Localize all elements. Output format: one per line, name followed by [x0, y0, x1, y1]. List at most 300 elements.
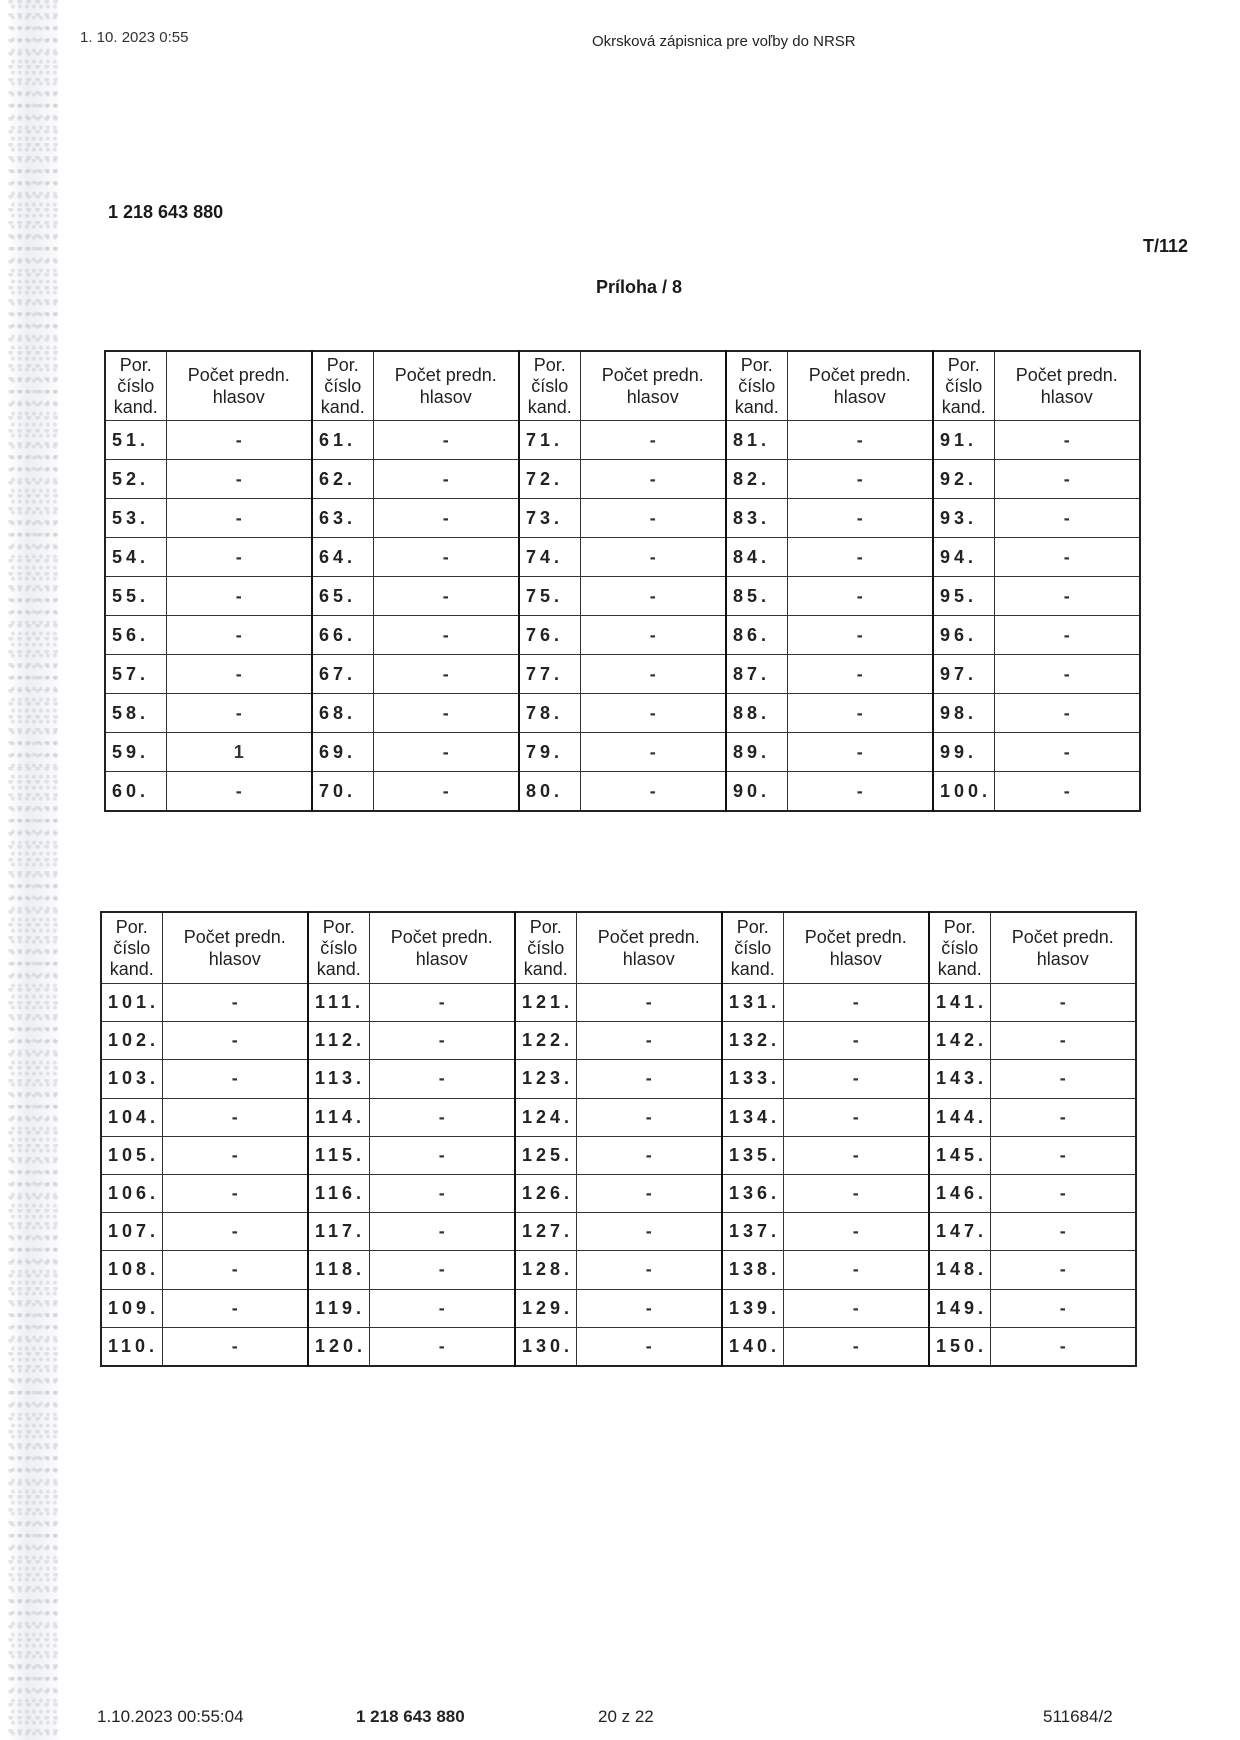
preferential-votes: - — [990, 984, 1136, 1022]
candidate-number: 146. — [929, 1174, 990, 1212]
candidate-number: 150. — [929, 1327, 990, 1366]
table-row — [101, 1289, 1136, 1327]
header-line: Por. — [533, 354, 566, 375]
candidate-number: 133. — [722, 1060, 783, 1098]
preferential-votes: - — [580, 538, 726, 577]
preferential-votes: - — [373, 421, 519, 460]
candidate-number: 121. — [515, 984, 576, 1022]
header-line: hlasov — [626, 387, 679, 407]
preferential-votes: - — [994, 499, 1140, 538]
preferential-votes: - — [580, 421, 726, 460]
document-id: 1 218 643 880 — [108, 202, 224, 222]
candidate-number: 78. — [519, 694, 580, 733]
preferential-votes: - — [576, 1136, 722, 1174]
candidate-number: 86. — [726, 616, 787, 655]
preferential-votes-header — [990, 912, 1136, 984]
preferential-votes: - — [994, 616, 1140, 655]
preferential-votes: - — [783, 1327, 929, 1366]
header-line: číslo — [945, 375, 983, 396]
candidate-number: 55. — [105, 577, 166, 616]
header-line: kand. — [523, 958, 568, 979]
candidate-number: 59. — [105, 733, 166, 772]
preferential-votes: - — [373, 499, 519, 538]
header-line: hlasov — [419, 387, 472, 407]
candidate-number: 135. — [722, 1136, 783, 1174]
table-row — [105, 460, 1140, 499]
preferential-votes: - — [576, 1174, 722, 1212]
preferential-votes-header — [783, 912, 929, 984]
candidate-number: 100. — [933, 772, 994, 812]
table-row — [101, 1060, 1136, 1098]
preferential-votes: - — [787, 421, 933, 460]
preferential-votes: - — [576, 1289, 722, 1327]
preferential-votes: - — [373, 616, 519, 655]
header-line: kand. — [730, 958, 775, 979]
candidate-number: 140. — [722, 1327, 783, 1366]
votes-table-51-100 — [104, 350, 1141, 812]
candidate-number: 52. — [105, 460, 166, 499]
candidate-number: 92. — [933, 460, 994, 499]
candidate-number: 93. — [933, 499, 994, 538]
preferential-votes: - — [162, 1098, 308, 1136]
candidate-number: 147. — [929, 1213, 990, 1251]
table-row — [105, 733, 1140, 772]
candidate-number-header — [726, 351, 787, 421]
header-line: Počet predn. — [187, 365, 290, 385]
header-row — [101, 912, 1136, 984]
candidate-number: 105. — [101, 1136, 162, 1174]
candidate-number: 128. — [515, 1251, 576, 1289]
header-line: kand. — [734, 396, 779, 417]
header-line: hlasov — [1036, 949, 1089, 969]
candidate-number: 111. — [308, 984, 369, 1022]
header-line: Počet predn. — [1015, 365, 1118, 385]
table-row — [105, 421, 1140, 460]
header-line: číslo — [527, 937, 565, 958]
preferential-votes-header — [166, 351, 312, 421]
preferential-votes: - — [576, 1022, 722, 1060]
preferential-votes: - — [162, 1327, 308, 1366]
preferential-votes: - — [576, 1098, 722, 1136]
preferential-votes: - — [580, 616, 726, 655]
preferential-votes: - — [783, 1060, 929, 1098]
preferential-votes: - — [373, 733, 519, 772]
candidate-number: 103. — [101, 1060, 162, 1098]
candidate-number: 106. — [101, 1174, 162, 1212]
candidate-number: 91. — [933, 421, 994, 460]
table-row — [101, 1022, 1136, 1060]
header-line: kand. — [109, 958, 154, 979]
candidate-number: 60. — [105, 772, 166, 812]
candidate-number: 142. — [929, 1022, 990, 1060]
candidate-number: 115. — [308, 1136, 369, 1174]
preferential-votes: - — [994, 538, 1140, 577]
candidate-number: 88. — [726, 694, 787, 733]
header-row — [105, 351, 1140, 421]
preferential-votes: - — [369, 984, 515, 1022]
preferential-votes: - — [990, 1136, 1136, 1174]
header-line: Počet predn. — [804, 927, 907, 947]
candidate-number: 77. — [519, 655, 580, 694]
preferential-votes: - — [783, 1174, 929, 1212]
candidate-number-header — [515, 912, 576, 984]
preferential-votes: - — [166, 577, 312, 616]
candidate-number: 76. — [519, 616, 580, 655]
preferential-votes: - — [369, 1289, 515, 1327]
preferential-votes-header — [576, 912, 722, 984]
header-line: hlasov — [208, 949, 261, 969]
preferential-votes: - — [580, 772, 726, 812]
preferential-votes: - — [783, 1213, 929, 1251]
preferential-votes: - — [373, 772, 519, 812]
candidate-number: 117. — [308, 1213, 369, 1251]
preferential-votes: - — [369, 1060, 515, 1098]
candidate-number-header — [929, 912, 990, 984]
preferential-votes: - — [990, 1174, 1136, 1212]
preferential-votes: - — [787, 577, 933, 616]
header-line: Por. — [736, 916, 769, 937]
header-line: číslo — [320, 937, 358, 958]
annex-title: Príloha / 8 — [596, 277, 683, 297]
header-datetime: 1. 10. 2023 0:55 — [80, 29, 189, 46]
header-line: číslo — [738, 375, 776, 396]
candidate-number: 127. — [515, 1213, 576, 1251]
candidate-number: 54. — [105, 538, 166, 577]
preferential-votes: - — [994, 772, 1140, 812]
candidate-number: 112. — [308, 1022, 369, 1060]
preferential-votes-header — [580, 351, 726, 421]
preferential-votes: - — [994, 655, 1140, 694]
header-line: Por. — [740, 354, 773, 375]
preferential-votes-header — [787, 351, 933, 421]
candidate-number: 136. — [722, 1174, 783, 1212]
candidate-number: 68. — [312, 694, 373, 733]
candidate-number: 75. — [519, 577, 580, 616]
candidate-number: 69. — [312, 733, 373, 772]
candidate-number-header — [312, 351, 373, 421]
preferential-votes-header — [162, 912, 308, 984]
candidate-number: 99. — [933, 733, 994, 772]
preferential-votes: - — [162, 1022, 308, 1060]
preferential-votes: - — [994, 421, 1140, 460]
preferential-votes: - — [166, 538, 312, 577]
header-line: hlasov — [1040, 387, 1093, 407]
preferential-votes: - — [162, 1136, 308, 1174]
header-line: Por. — [947, 354, 980, 375]
header-line: Por. — [529, 916, 562, 937]
candidate-number: 101. — [101, 984, 162, 1022]
candidate-number: 102. — [101, 1022, 162, 1060]
table-row — [105, 538, 1140, 577]
preferential-votes: - — [580, 577, 726, 616]
footer-timestamp: 1.10.2023 00:55:04 — [97, 1707, 244, 1726]
preferential-votes: - — [576, 1327, 722, 1366]
preferential-votes: - — [369, 1022, 515, 1060]
candidate-number: 71. — [519, 421, 580, 460]
candidate-number: 94. — [933, 538, 994, 577]
document-code: T/112 — [1143, 236, 1189, 256]
preferential-votes: - — [369, 1327, 515, 1366]
candidate-number: 85. — [726, 577, 787, 616]
preferential-votes: - — [994, 694, 1140, 733]
header-line: hlasov — [833, 387, 886, 407]
preferential-votes: - — [369, 1213, 515, 1251]
candidate-number: 145. — [929, 1136, 990, 1174]
votes-table-101-150 — [100, 911, 1137, 1367]
header-line: kand. — [320, 396, 365, 417]
candidate-number: 56. — [105, 616, 166, 655]
scan-edge-artifact — [8, 0, 58, 1740]
preferential-votes-header — [994, 351, 1140, 421]
table-row — [105, 655, 1140, 694]
table-row — [101, 1174, 1136, 1212]
table-row — [101, 984, 1136, 1022]
preferential-votes: - — [162, 1060, 308, 1098]
header-line: Por. — [322, 916, 355, 937]
preferential-votes-header — [369, 912, 515, 984]
preferential-votes: - — [783, 984, 929, 1022]
header-line: číslo — [117, 375, 155, 396]
header-line: Por. — [119, 354, 152, 375]
preferential-votes: - — [990, 1098, 1136, 1136]
preferential-votes: 1 — [166, 733, 312, 772]
preferential-votes: - — [576, 1251, 722, 1289]
preferential-votes: - — [787, 655, 933, 694]
preferential-votes: - — [166, 772, 312, 812]
candidate-number: 139. — [722, 1289, 783, 1327]
candidate-number: 67. — [312, 655, 373, 694]
preferential-votes: - — [369, 1136, 515, 1174]
header-line: kand. — [941, 396, 986, 417]
header-line: Počet predn. — [1011, 927, 1114, 947]
preferential-votes: - — [990, 1289, 1136, 1327]
table-row — [101, 1251, 1136, 1289]
candidate-number: 79. — [519, 733, 580, 772]
preferential-votes: - — [994, 577, 1140, 616]
header-line: Por. — [115, 916, 148, 937]
preferential-votes: - — [162, 1174, 308, 1212]
preferential-votes: - — [787, 772, 933, 812]
candidate-number: 66. — [312, 616, 373, 655]
preferential-votes: - — [373, 655, 519, 694]
header-line: Por. — [943, 916, 976, 937]
candidate-number: 51. — [105, 421, 166, 460]
preferential-votes: - — [990, 1327, 1136, 1366]
header-line: číslo — [941, 937, 979, 958]
candidate-number: 73. — [519, 499, 580, 538]
candidate-number: 97. — [933, 655, 994, 694]
candidate-number: 95. — [933, 577, 994, 616]
header-line: Počet predn. — [390, 927, 493, 947]
preferential-votes: - — [580, 460, 726, 499]
preferential-votes: - — [369, 1098, 515, 1136]
candidate-number: 120. — [308, 1327, 369, 1366]
candidate-number: 98. — [933, 694, 994, 733]
candidate-number: 80. — [519, 772, 580, 812]
header-line: Počet predn. — [601, 365, 704, 385]
candidate-number: 110. — [101, 1327, 162, 1366]
candidate-number: 53. — [105, 499, 166, 538]
preferential-votes: - — [787, 694, 933, 733]
table-row — [101, 1327, 1136, 1366]
candidate-number: 74. — [519, 538, 580, 577]
preferential-votes: - — [787, 538, 933, 577]
candidate-number: 134. — [722, 1098, 783, 1136]
preferential-votes: - — [369, 1251, 515, 1289]
preferential-votes: - — [990, 1213, 1136, 1251]
candidate-number: 81. — [726, 421, 787, 460]
preferential-votes: - — [166, 616, 312, 655]
preferential-votes: - — [994, 460, 1140, 499]
header-line: číslo — [324, 375, 362, 396]
candidate-number: 149. — [929, 1289, 990, 1327]
page-footer — [0, 1700, 1240, 1726]
preferential-votes: - — [783, 1289, 929, 1327]
candidate-number: 143. — [929, 1060, 990, 1098]
preferential-votes: - — [990, 1060, 1136, 1098]
preferential-votes: - — [373, 694, 519, 733]
preferential-votes: - — [783, 1098, 929, 1136]
candidate-number: 122. — [515, 1022, 576, 1060]
preferential-votes: - — [166, 460, 312, 499]
preferential-votes: - — [990, 1022, 1136, 1060]
header-line: číslo — [734, 937, 772, 958]
preferential-votes: - — [373, 538, 519, 577]
preferential-votes: - — [166, 421, 312, 460]
candidate-number: 132. — [722, 1022, 783, 1060]
header-line: kand. — [316, 958, 361, 979]
candidate-number-header — [519, 351, 580, 421]
candidate-number: 62. — [312, 460, 373, 499]
preferential-votes: - — [787, 733, 933, 772]
preferential-votes: - — [787, 460, 933, 499]
candidate-number: 118. — [308, 1251, 369, 1289]
header-line: kand. — [113, 396, 158, 417]
candidate-number: 130. — [515, 1327, 576, 1366]
candidate-number: 114. — [308, 1098, 369, 1136]
header-line: Počet predn. — [183, 927, 286, 947]
header-line: hlasov — [212, 387, 265, 407]
candidate-number: 144. — [929, 1098, 990, 1136]
header-line: kand. — [527, 396, 572, 417]
preferential-votes: - — [783, 1251, 929, 1289]
candidate-number: 61. — [312, 421, 373, 460]
candidate-number: 82. — [726, 460, 787, 499]
candidate-number: 87. — [726, 655, 787, 694]
preferential-votes: - — [162, 1289, 308, 1327]
preferential-votes: - — [580, 694, 726, 733]
preferential-votes: - — [580, 655, 726, 694]
table-row — [105, 772, 1140, 812]
candidate-number: 90. — [726, 772, 787, 812]
candidate-number: 113. — [308, 1060, 369, 1098]
candidate-number: 72. — [519, 460, 580, 499]
header-line: kand. — [937, 958, 982, 979]
candidate-number-header — [933, 351, 994, 421]
table-row — [101, 1098, 1136, 1136]
candidate-number: 138. — [722, 1251, 783, 1289]
preferential-votes: - — [373, 460, 519, 499]
candidate-number: 89. — [726, 733, 787, 772]
candidate-number: 64. — [312, 538, 373, 577]
header-line: hlasov — [415, 949, 468, 969]
preferential-votes: - — [166, 655, 312, 694]
preferential-votes: - — [166, 694, 312, 733]
candidate-number: 58. — [105, 694, 166, 733]
header-line: hlasov — [829, 949, 882, 969]
candidate-number-header — [722, 912, 783, 984]
candidate-number: 83. — [726, 499, 787, 538]
candidate-number: 141. — [929, 984, 990, 1022]
header-line: Počet predn. — [597, 927, 700, 947]
candidate-number: 84. — [726, 538, 787, 577]
preferential-votes: - — [990, 1251, 1136, 1289]
preferential-votes: - — [162, 1251, 308, 1289]
table-row — [101, 1136, 1136, 1174]
candidate-number: 129. — [515, 1289, 576, 1327]
candidate-number: 63. — [312, 499, 373, 538]
candidate-number: 148. — [929, 1251, 990, 1289]
preferential-votes: - — [166, 499, 312, 538]
preferential-votes: - — [162, 1213, 308, 1251]
preferential-votes: - — [576, 1060, 722, 1098]
table-row — [105, 577, 1140, 616]
candidate-number: 57. — [105, 655, 166, 694]
footer-page-number: 20 z 22 — [598, 1707, 654, 1726]
preferential-votes: - — [576, 1213, 722, 1251]
preferential-votes: - — [787, 499, 933, 538]
candidate-number: 104. — [101, 1098, 162, 1136]
candidate-number-header — [105, 351, 166, 421]
table-row — [105, 616, 1140, 655]
candidate-number: 116. — [308, 1174, 369, 1212]
candidate-number: 123. — [515, 1060, 576, 1098]
candidate-number: 125. — [515, 1136, 576, 1174]
table-row — [105, 694, 1140, 733]
candidate-number: 131. — [722, 984, 783, 1022]
preferential-votes: - — [994, 733, 1140, 772]
header-line: Počet predn. — [808, 365, 911, 385]
candidate-number: 70. — [312, 772, 373, 812]
preferential-votes: - — [580, 733, 726, 772]
candidate-number: 109. — [101, 1289, 162, 1327]
header-line: Por. — [326, 354, 359, 375]
footer-document-id: 1 218 643 880 — [356, 1707, 465, 1726]
candidate-number: 124. — [515, 1098, 576, 1136]
preferential-votes: - — [783, 1022, 929, 1060]
candidate-number: 126. — [515, 1174, 576, 1212]
candidate-number: 108. — [101, 1251, 162, 1289]
preferential-votes: - — [576, 984, 722, 1022]
candidate-number: 137. — [722, 1213, 783, 1251]
preferential-votes: - — [580, 499, 726, 538]
preferential-votes: - — [783, 1136, 929, 1174]
candidate-number-header — [101, 912, 162, 984]
candidate-number: 65. — [312, 577, 373, 616]
candidate-number: 119. — [308, 1289, 369, 1327]
preferential-votes: - — [373, 577, 519, 616]
footer-code: 511684/2 — [1043, 1707, 1113, 1726]
table-row — [105, 499, 1140, 538]
candidate-number: 107. — [101, 1213, 162, 1251]
preferential-votes: - — [369, 1174, 515, 1212]
header-line: číslo — [531, 375, 569, 396]
preferential-votes-header — [373, 351, 519, 421]
header-line: hlasov — [622, 949, 675, 969]
header-line: Počet predn. — [394, 365, 497, 385]
header-title: Okrsková zápisnica pre voľby do NRSR — [592, 33, 856, 50]
candidate-number: 96. — [933, 616, 994, 655]
